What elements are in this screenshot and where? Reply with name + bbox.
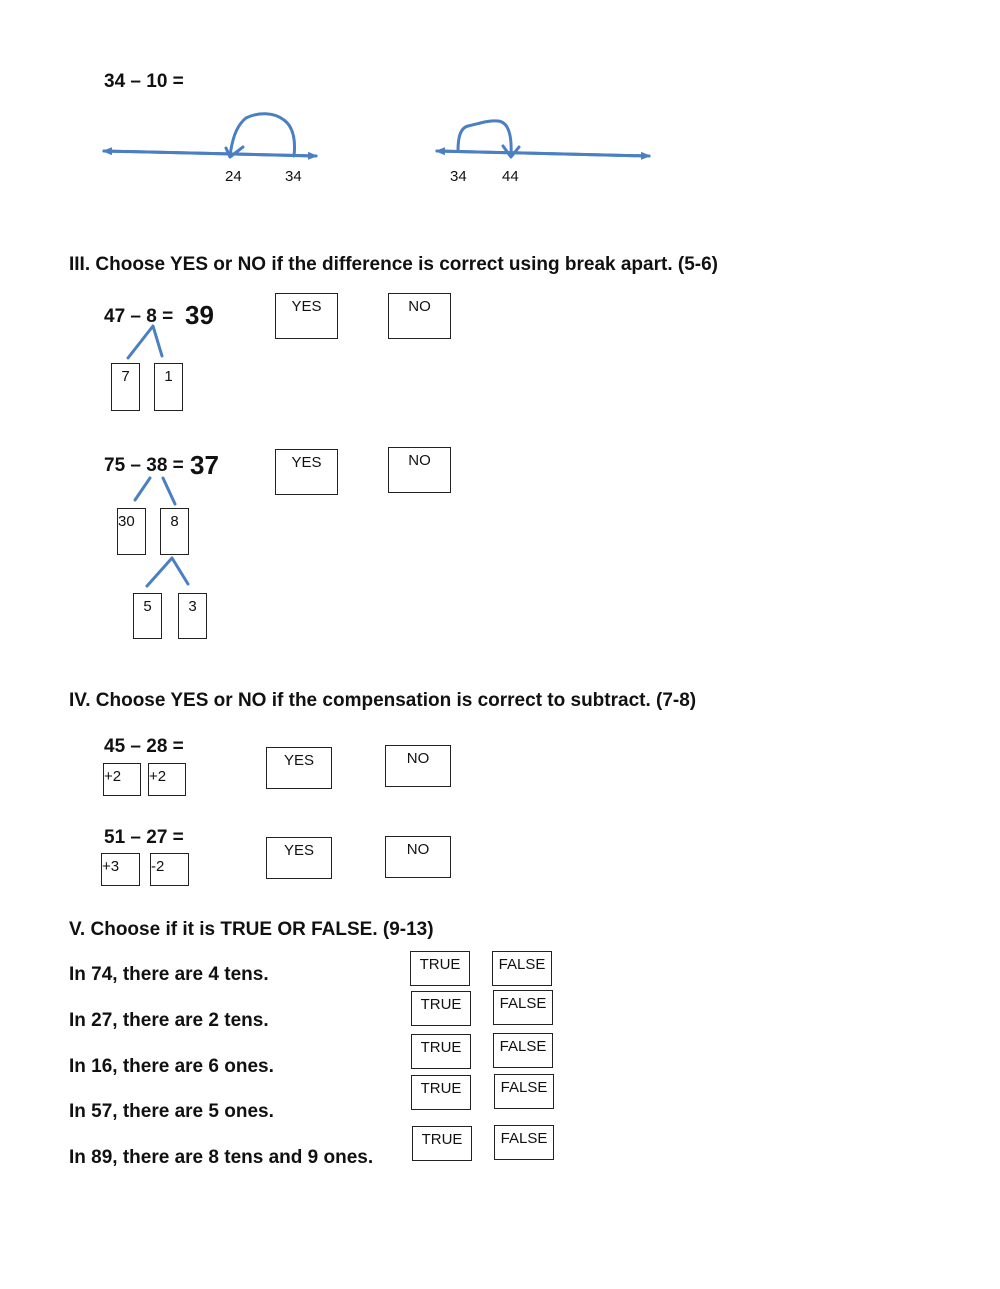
problem-7-equation: 45 – 28 = xyxy=(104,736,184,757)
statement-9-false-button[interactable]: FALSE xyxy=(492,951,552,986)
number-line-b-label-2: 44 xyxy=(502,168,519,185)
problem-6-part-box: 8 xyxy=(160,508,189,555)
statement-9-true-button[interactable]: TRUE xyxy=(410,951,470,986)
number-line-a-label-2: 34 xyxy=(285,168,302,185)
statement-10-true-button[interactable]: TRUE xyxy=(411,991,471,1026)
number-line-b-label-1: 34 xyxy=(450,168,467,185)
section-4-heading: IV. Choose YES or NO if the compensation is correct to subtract. (7-8) xyxy=(69,690,697,711)
top-equation: 34 – 10 = xyxy=(104,71,184,92)
problem-7-no-button[interactable]: NO xyxy=(385,745,451,787)
problem-7-adjust-box: +2 xyxy=(103,763,141,796)
problem-6-subpart-box: 5 xyxy=(133,593,162,639)
problem-5-equation: 47 – 8 = xyxy=(104,306,174,327)
problem-8-yes-button[interactable]: YES xyxy=(266,837,332,879)
problem-5-no-button[interactable]: NO xyxy=(388,293,451,339)
problem-6-no-button[interactable]: NO xyxy=(388,447,451,493)
statement-11-true-button[interactable]: TRUE xyxy=(411,1034,471,1069)
problem-5-part-box: 1 xyxy=(154,363,183,411)
problem-7-adjust-box: +2 xyxy=(148,763,186,796)
statement-10: In 27, there are 2 tens. xyxy=(69,1010,269,1031)
branch-lines-p5 xyxy=(128,326,162,358)
statement-13: In 89, there are 8 tens and 9 ones. xyxy=(69,1147,374,1168)
problem-6-answer: 37 xyxy=(190,450,219,480)
jump-arc-b xyxy=(458,121,511,155)
statement-13-true-button[interactable]: TRUE xyxy=(412,1126,472,1161)
problem-8-no-button[interactable]: NO xyxy=(385,836,451,878)
problem-8-adjust-box: +3 xyxy=(101,853,140,886)
problem-5-yes-button[interactable]: YES xyxy=(275,293,338,339)
statement-10-false-button[interactable]: FALSE xyxy=(493,990,553,1025)
branch-lines-p6-top xyxy=(135,478,175,504)
section-3-heading: III. Choose YES or NO if the difference is correct using break apart. (5-6) xyxy=(69,254,718,275)
problem-5-part-box: 7 xyxy=(111,363,140,411)
number-line-a-label-1: 24 xyxy=(225,168,242,185)
problem-6-yes-button[interactable]: YES xyxy=(275,449,338,495)
problem-8-adjust-box: -2 xyxy=(150,853,189,886)
problem-6-subpart-box: 3 xyxy=(178,593,207,639)
problem-8-equation: 51 – 27 = xyxy=(104,827,184,848)
statement-12: In 57, there are 5 ones. xyxy=(69,1101,274,1122)
statement-13-false-button[interactable]: FALSE xyxy=(494,1125,554,1160)
branch-lines-p6-sub xyxy=(147,558,188,586)
statement-12-true-button[interactable]: TRUE xyxy=(411,1075,471,1110)
statement-11-false-button[interactable]: FALSE xyxy=(493,1033,553,1068)
problem-5-answer: 39 xyxy=(185,300,214,330)
statement-12-false-button[interactable]: FALSE xyxy=(494,1074,554,1109)
problem-6-equation: 75 – 38 = xyxy=(104,455,184,476)
statement-9: In 74, there are 4 tens. xyxy=(69,964,269,985)
section-5-heading: V. Choose if it is TRUE OR FALSE. (9-13) xyxy=(69,919,434,940)
problem-6-part-box: 30 xyxy=(117,508,146,555)
statement-11: In 16, there are 6 ones. xyxy=(69,1056,274,1077)
problem-7-yes-button[interactable]: YES xyxy=(266,747,332,789)
